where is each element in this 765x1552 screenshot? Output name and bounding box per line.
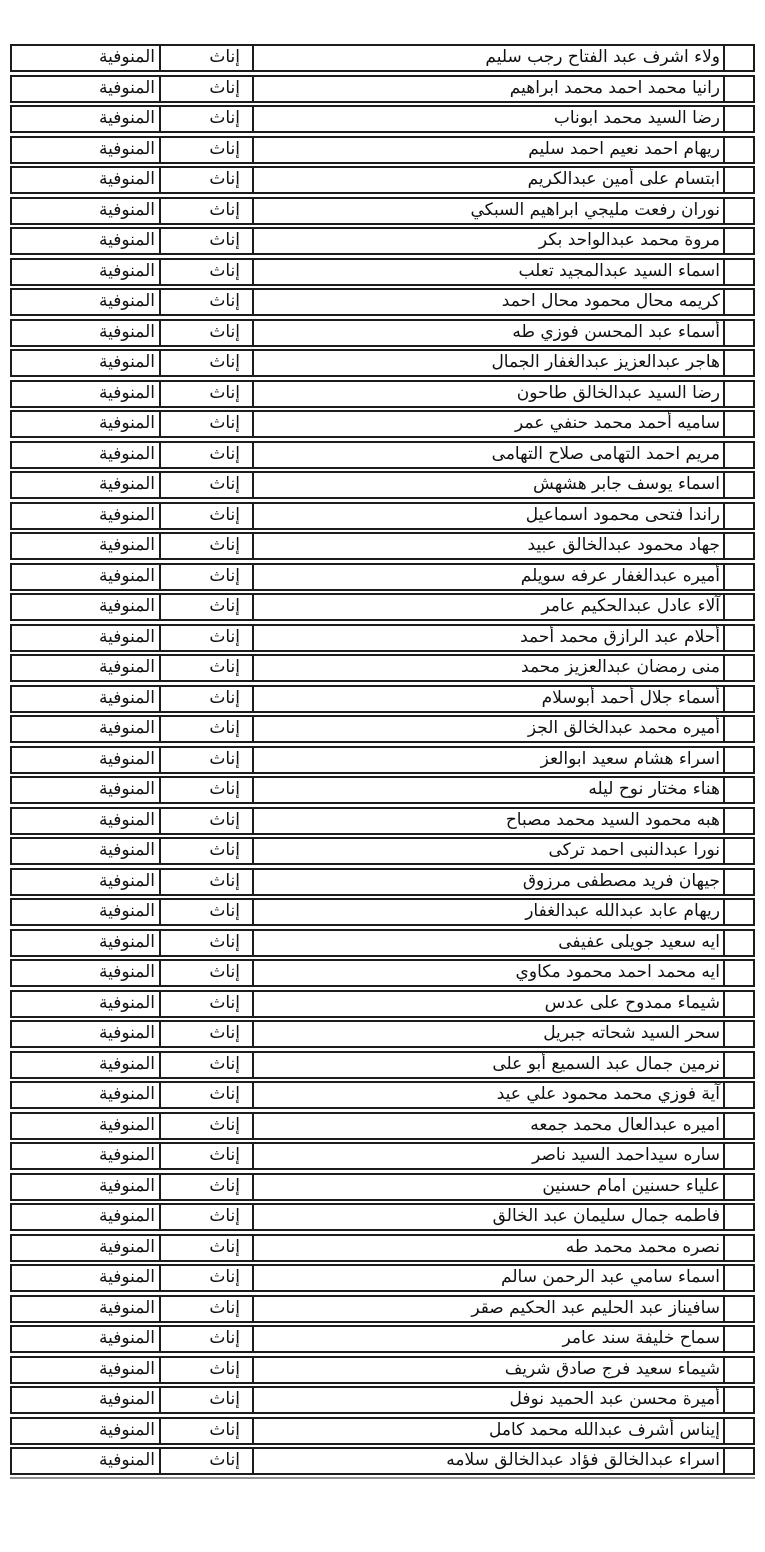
student-name-cell: ايه محمد احمد محمود مكاوي — [252, 961, 723, 985]
gender-cell: إناث — [159, 1297, 252, 1321]
table-row — [10, 471, 755, 499]
gender-cell: إناث — [159, 443, 252, 467]
serial-cell — [723, 1327, 753, 1351]
gender-cell: إناث — [159, 809, 252, 833]
governorate-cell: المنوفية — [98, 565, 155, 586]
student-name-cell: اسماء يوسف جابر هشهش — [252, 473, 723, 497]
gender-cell: إناث — [159, 961, 252, 985]
gender-cell: إناث — [159, 412, 252, 436]
serial-cell — [723, 1022, 753, 1046]
governorate-cell: المنوفية — [98, 657, 155, 677]
serial-cell — [723, 1205, 753, 1229]
student-name-cell: ابتسام على أمين عبدالكريم — [252, 168, 723, 192]
table-row — [10, 136, 755, 164]
table-row — [10, 1356, 755, 1384]
table-row — [10, 502, 755, 530]
governorate-cell: المنوفية — [98, 748, 155, 769]
student-name-cell: نوران رفعت مليجي ابراهيم السبكي — [252, 199, 723, 223]
gender-cell: إناث — [159, 473, 252, 497]
student-name-cell: آلاء عادل عبدالحكيم عامر — [252, 595, 723, 619]
serial-cell — [723, 748, 753, 772]
governorate-cell: المنوفية — [98, 291, 155, 311]
table-row — [10, 929, 755, 957]
serial-cell — [723, 809, 753, 833]
table-row — [10, 166, 755, 194]
gender-cell: إناث — [159, 168, 252, 192]
table-row — [10, 1112, 755, 1140]
governorate-cell: المنوفية — [98, 352, 155, 372]
governorate-cell: المنوفية — [98, 382, 155, 403]
governorate-cell: المنوفية — [98, 108, 155, 128]
student-name-cell: آية فوزي محمد محمود علي عيد — [252, 1083, 723, 1107]
serial-cell — [723, 1114, 753, 1138]
student-name-cell: جهاد محمود عبدالخالق عبيد — [252, 534, 723, 558]
governorate-cell: المنوفية — [98, 1236, 155, 1257]
gender-cell: إناث — [159, 260, 252, 284]
governorate-cell: المنوفية — [98, 260, 155, 281]
serial-cell — [723, 77, 753, 101]
gender-cell: إناث — [159, 351, 252, 375]
gender-cell: إناث — [159, 839, 252, 863]
serial-cell — [723, 961, 753, 985]
table-row — [10, 1203, 755, 1231]
governorate-cell: المنوفية — [98, 840, 155, 860]
student-name-cell: هاجر عبدالعزيز عبدالغفار الجمال — [252, 351, 723, 375]
gender-cell: إناث — [159, 900, 252, 924]
serial-cell — [723, 504, 753, 528]
serial-cell — [723, 595, 753, 619]
serial-cell — [723, 260, 753, 284]
serial-cell — [723, 1144, 753, 1168]
serial-cell — [723, 351, 753, 375]
table-row — [10, 990, 755, 1018]
student-name-cell: أميره محمد عبدالخالق الجز — [252, 717, 723, 741]
governorate-cell: المنوفية — [98, 1084, 155, 1104]
serial-cell — [723, 992, 753, 1016]
governorate-cell: المنوفية — [98, 1145, 155, 1165]
governorate-cell: المنوفية — [98, 1358, 155, 1379]
gender-cell: إناث — [159, 77, 252, 101]
serial-cell — [723, 1083, 753, 1107]
table-row — [10, 715, 755, 743]
table-row — [10, 837, 755, 865]
student-name-cell: سافيناز عبد الحليم عبد الحكيم صقر — [252, 1297, 723, 1321]
student-name-cell: رانيا محمد احمد محمد ابراهيم — [252, 77, 723, 101]
student-name-cell: شيماء ممدوح على عدس — [252, 992, 723, 1016]
serial-cell — [723, 1053, 753, 1077]
gender-cell: إناث — [159, 46, 252, 70]
gender-cell: إناث — [159, 870, 252, 894]
student-name-cell: ايه سعيد جويلى عفيفى — [252, 931, 723, 955]
student-name-cell: اسراء هشام سعيد ابوالعز — [252, 748, 723, 772]
student-name-cell: ساميه أحمد محمد حنفي عمر — [252, 412, 723, 436]
gender-cell: إناث — [159, 565, 252, 589]
gender-cell: إناث — [159, 382, 252, 406]
student-name-cell: أسماء جلال أحمد أبوسلام — [252, 687, 723, 711]
gender-cell: إناث — [159, 321, 252, 345]
student-name-cell: نورا عبدالنبى احمد تركى — [252, 839, 723, 863]
table-row — [10, 105, 755, 133]
governorate-cell: المنوفية — [98, 199, 155, 220]
gender-cell: إناث — [159, 992, 252, 1016]
serial-cell — [723, 199, 753, 223]
student-name-cell: اسماء السيد عبدالمجيد تعلب — [252, 260, 723, 284]
serial-cell — [723, 443, 753, 467]
governorate-cell: المنوفية — [98, 596, 155, 616]
governorate-cell: المنوفية — [98, 1389, 155, 1409]
table-row — [10, 1234, 755, 1262]
gender-cell: إناث — [159, 229, 252, 253]
serial-cell — [723, 534, 753, 558]
student-name-cell: رضا السيد محمد ابوناب — [252, 107, 723, 131]
gender-cell: إناث — [159, 199, 252, 223]
student-name-cell: هناء مختار نوح ليله — [252, 778, 723, 802]
table-row — [10, 288, 755, 316]
serial-cell — [723, 138, 753, 162]
table-row — [10, 654, 755, 682]
serial-cell — [723, 1266, 753, 1290]
gender-cell: إناث — [159, 290, 252, 314]
table-row — [10, 75, 755, 103]
gender-cell: إناث — [159, 107, 252, 131]
table-row — [10, 349, 755, 377]
gender-cell: إناث — [159, 595, 252, 619]
governorate-cell: المنوفية — [98, 718, 155, 738]
governorate-cell: المنوفية — [98, 443, 155, 464]
table-row — [10, 563, 755, 591]
student-name-cell: شيماء سعيد فرج صادق شريف — [252, 1358, 723, 1382]
gender-cell: إناث — [159, 656, 252, 680]
gender-cell: إناث — [159, 138, 252, 162]
gender-cell: إناث — [159, 1419, 252, 1443]
governorate-cell: المنوفية — [98, 1114, 155, 1135]
student-name-cell: نرمين جمال عبد السميع أبو على — [252, 1053, 723, 1077]
student-name-cell: منى رمضان عبدالعزيز محمد — [252, 656, 723, 680]
table-row — [10, 1386, 755, 1414]
student-name-cell: كريمه محال محمود محال احمد — [252, 290, 723, 314]
serial-cell — [723, 870, 753, 894]
governorate-cell: المنوفية — [98, 504, 155, 525]
governorate-cell: المنوفية — [98, 1450, 155, 1470]
student-name-cell: ريهام احمد نعيم احمد سليم — [252, 138, 723, 162]
student-name-cell: جيهان فريد مصطفى مرزوق — [252, 870, 723, 894]
gender-cell: إناث — [159, 1266, 252, 1290]
student-name-cell: سحر السيد شحاته جبريل — [252, 1022, 723, 1046]
gender-cell: إناث — [159, 1236, 252, 1260]
student-name-cell: إيناس أشرف عبدالله محمد كامل — [252, 1419, 723, 1443]
serial-cell — [723, 1297, 753, 1321]
serial-cell — [723, 473, 753, 497]
governorate-cell: المنوفية — [98, 1206, 155, 1226]
student-name-cell: ساره سيداحمد السيد ناصر — [252, 1144, 723, 1168]
governorate-cell: المنوفية — [98, 1328, 155, 1348]
governorate-cell: المنوفية — [98, 931, 155, 952]
governorate-cell: المنوفية — [98, 962, 155, 982]
table-row — [10, 807, 755, 835]
governorate-cell: المنوفية — [98, 77, 155, 98]
student-name-cell: راندا فتحى محمود اسماعيل — [252, 504, 723, 528]
serial-cell — [723, 626, 753, 650]
serial-cell — [723, 839, 753, 863]
table-row — [10, 746, 755, 774]
serial-cell — [723, 1236, 753, 1260]
student-name-cell: أسماء عبد المحسن فوزي طه — [252, 321, 723, 345]
table-row — [10, 593, 755, 621]
serial-cell — [723, 778, 753, 802]
serial-cell — [723, 717, 753, 741]
students-table — [10, 44, 755, 1478]
student-name-cell: ولاء اشرف عبد الفتاح رجب سليم — [252, 46, 723, 70]
serial-cell — [723, 687, 753, 711]
serial-cell — [723, 565, 753, 589]
serial-cell — [723, 1175, 753, 1199]
serial-cell — [723, 229, 753, 253]
student-name-cell: أميرة محسن عبد الحميد نوفل — [252, 1388, 723, 1412]
governorate-cell: المنوفية — [98, 138, 155, 159]
governorate-cell: المنوفية — [98, 169, 155, 189]
table-row — [10, 685, 755, 713]
gender-cell: إناث — [159, 504, 252, 528]
table-row — [10, 380, 755, 408]
gender-cell: إناث — [159, 1205, 252, 1229]
governorate-cell: المنوفية — [98, 413, 155, 433]
gender-cell: إناث — [159, 1358, 252, 1382]
student-name-cell: ريهام عابد عبدالله عبدالغفار — [252, 900, 723, 924]
gender-cell: إناث — [159, 687, 252, 711]
gender-cell: إناث — [159, 1327, 252, 1351]
serial-cell — [723, 382, 753, 406]
table-row — [10, 1447, 755, 1475]
table-row — [10, 44, 755, 72]
table-row — [10, 319, 755, 347]
governorate-cell: المنوفية — [98, 687, 155, 708]
gender-cell: إناث — [159, 1022, 252, 1046]
table-row — [10, 898, 755, 926]
governorate-cell: المنوفية — [98, 1297, 155, 1318]
governorate-cell: المنوفية — [98, 474, 155, 494]
table-row — [10, 410, 755, 438]
table-row — [10, 1417, 755, 1445]
gender-cell: إناث — [159, 1083, 252, 1107]
student-name-cell: فاطمه جمال سليمان عبد الخالق — [252, 1205, 723, 1229]
serial-cell — [723, 168, 753, 192]
serial-cell — [723, 290, 753, 314]
serial-cell — [723, 46, 753, 70]
governorate-cell: المنوفية — [98, 1175, 155, 1196]
gender-cell: إناث — [159, 931, 252, 955]
serial-cell — [723, 1449, 753, 1473]
governorate-cell: المنوفية — [98, 809, 155, 830]
gender-cell: إناث — [159, 534, 252, 558]
student-name-cell: أحلام عبد الرازق محمد أحمد — [252, 626, 723, 650]
governorate-cell: المنوفية — [98, 1023, 155, 1043]
table-row — [10, 868, 755, 896]
student-name-cell: اسراء عبدالخالق فؤاد عبدالخالق سلامه — [252, 1449, 723, 1473]
serial-cell — [723, 321, 753, 345]
gender-cell: إناث — [159, 1388, 252, 1412]
serial-cell — [723, 900, 753, 924]
student-name-cell: مروة محمد عبدالواحد بكر — [252, 229, 723, 253]
table-row — [10, 1051, 755, 1079]
table-row — [10, 1142, 755, 1170]
serial-cell — [723, 1358, 753, 1382]
table-row — [10, 959, 755, 987]
table-row — [10, 624, 755, 652]
student-name-cell: سماح خليفة سند عامر — [252, 1327, 723, 1351]
student-name-cell: اسماء سامي عبد الرحمن سالم — [252, 1266, 723, 1290]
governorate-cell: المنوفية — [98, 1419, 155, 1440]
governorate-cell: المنوفية — [98, 1053, 155, 1074]
gender-cell: إناث — [159, 717, 252, 741]
serial-cell — [723, 931, 753, 955]
governorate-cell: المنوفية — [98, 870, 155, 891]
student-name-cell: أميره عبدالغفار عرفه سويلم — [252, 565, 723, 589]
gender-cell: إناث — [159, 626, 252, 650]
student-name-cell: علياء حسنين امام حسنين — [252, 1175, 723, 1199]
student-name-cell: نصره محمد محمد طه — [252, 1236, 723, 1260]
table-row — [10, 1295, 755, 1323]
serial-cell — [723, 656, 753, 680]
serial-cell — [723, 1388, 753, 1412]
table-row — [10, 441, 755, 469]
table-row — [10, 1264, 755, 1292]
gender-cell: إناث — [159, 1175, 252, 1199]
governorate-cell: المنوفية — [98, 992, 155, 1013]
gender-cell: إناث — [159, 1053, 252, 1077]
table-row — [10, 532, 755, 560]
table-row — [10, 1020, 755, 1048]
gender-cell: إناث — [159, 1449, 252, 1473]
governorate-cell: المنوفية — [98, 47, 155, 67]
gender-cell: إناث — [159, 1114, 252, 1138]
gender-cell: إناث — [159, 778, 252, 802]
student-name-cell: رضا السيد عبدالخالق طاحون — [252, 382, 723, 406]
serial-cell — [723, 412, 753, 436]
gender-cell: إناث — [159, 748, 252, 772]
serial-cell — [723, 107, 753, 131]
table-row — [10, 1081, 755, 1109]
governorate-cell: المنوفية — [98, 626, 155, 647]
governorate-cell: المنوفية — [98, 779, 155, 799]
serial-cell — [723, 1419, 753, 1443]
governorate-cell: المنوفية — [98, 230, 155, 250]
next-row-faint-line — [10, 1477, 755, 1479]
table-row — [10, 776, 755, 804]
table-row — [10, 1325, 755, 1353]
table-row — [10, 258, 755, 286]
student-name-cell: مريم احمد التهامى صلاح التهامى — [252, 443, 723, 467]
table-row — [10, 227, 755, 255]
governorate-cell: المنوفية — [98, 901, 155, 921]
student-name-cell: هبه محمود السيد محمد مصباح — [252, 809, 723, 833]
governorate-cell: المنوفية — [98, 535, 155, 555]
table-row — [10, 1173, 755, 1201]
student-name-cell: اميره عبدالعال محمد جمعه — [252, 1114, 723, 1138]
governorate-cell: المنوفية — [98, 1267, 155, 1287]
table-row — [10, 197, 755, 225]
governorate-cell: المنوفية — [98, 321, 155, 342]
gender-cell: إناث — [159, 1144, 252, 1168]
